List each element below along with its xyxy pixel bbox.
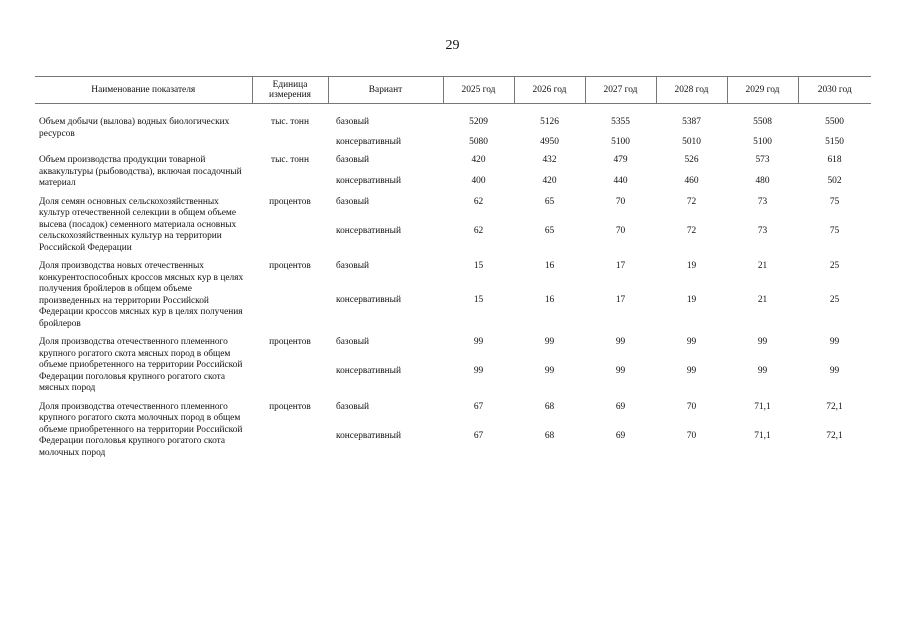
value-cell: 71,1 <box>754 430 771 441</box>
value-cell: 15 <box>473 294 484 305</box>
value-cell: 5126 <box>540 117 559 127</box>
header-year-2029: 2029 год <box>727 77 798 104</box>
header-year-2030: 2030 год <box>798 77 871 104</box>
value-cell: 432 <box>542 155 557 165</box>
value-cell: 99 <box>615 366 626 377</box>
value-cell: 72,1 <box>826 430 843 441</box>
row-spacer <box>35 330 871 337</box>
page-number: 29 <box>445 38 460 53</box>
value-cell: 62 <box>473 225 484 236</box>
value-cell: 17 <box>615 261 626 271</box>
table-row <box>35 261 871 287</box>
table-row <box>35 402 871 423</box>
header-year-2027: 2027 год <box>585 77 656 104</box>
row-spacer <box>35 148 871 155</box>
value-cell: 573 <box>755 155 770 165</box>
value-cell: 19 <box>686 294 697 305</box>
value-cell: 25 <box>829 294 840 305</box>
value-cell: 99 <box>686 366 697 377</box>
value-cell: 5150 <box>825 136 844 147</box>
value-cell: 68 <box>544 401 555 412</box>
value-cell: 70 <box>686 401 697 412</box>
value-cell: 25 <box>829 261 840 271</box>
header-variant: Вариант <box>328 77 443 104</box>
indicator-unit: тыс. тонн <box>271 155 309 165</box>
value-cell: 99 <box>473 366 484 377</box>
variant-label: консервативный <box>336 366 402 377</box>
value-cell: 21 <box>757 294 768 305</box>
value-cell: 502 <box>827 175 842 186</box>
value-cell: 526 <box>684 155 699 165</box>
value-cell: 5500 <box>825 117 844 127</box>
indicator-unit: процентов <box>269 196 311 207</box>
value-cell: 73 <box>757 225 768 236</box>
value-cell: 16 <box>544 261 555 271</box>
variant-label: базовый <box>336 337 370 347</box>
header-unit-line2: измерения <box>269 90 311 100</box>
value-cell: 67 <box>473 401 484 412</box>
header-year-2028: 2028 год <box>656 77 727 104</box>
variant-label: базовый <box>336 261 370 271</box>
indicator-name: Доля производства отечественного племенного крупного рогатого скота мясных пород в общем объеме приобретенного на территории Российской Федерации поголовья крупного рогатого скота мясных пород <box>39 337 243 393</box>
value-cell: 99 <box>829 337 840 347</box>
row-spacer <box>35 395 871 402</box>
value-cell: 5010 <box>682 136 701 147</box>
indicator-unit: процентов <box>269 401 311 412</box>
variant-label: базовый <box>336 117 370 127</box>
indicator-name: Доля производства новых отечественных конкурентоспособных кроссов мясных кур в целях получения бройлеров в общем объеме произведенных на территории Российской Федерации кроссов мясных кур в целях получения бройлеров <box>39 261 244 329</box>
indicator-name: Объем добычи (вылова) водных биологических ресурсов <box>39 117 230 139</box>
value-cell: 440 <box>613 175 628 186</box>
value-cell: 73 <box>757 196 768 207</box>
value-cell: 69 <box>615 430 626 441</box>
value-cell: 70 <box>615 196 626 207</box>
value-cell: 75 <box>829 225 840 236</box>
table-row <box>35 155 871 168</box>
value-cell: 72 <box>686 196 697 207</box>
header-year-2025: 2025 год <box>443 77 514 104</box>
indicator-name: Доля производства отечественного племенного крупного рогатого скота молочных пород в общем объеме приобретенного на территории Российской Федерации поголовья крупного рогатого скота молочных пород <box>39 401 243 458</box>
table-row <box>35 337 871 358</box>
value-cell: 75 <box>829 196 840 207</box>
variant-label: консервативный <box>336 175 402 186</box>
row-spacer <box>35 254 871 261</box>
value-cell: 5100 <box>611 136 630 147</box>
value-cell: 99 <box>757 337 768 347</box>
value-cell: 65 <box>544 225 555 236</box>
value-cell: 618 <box>827 155 842 165</box>
value-cell: 70 <box>615 225 626 236</box>
value-cell: 5508 <box>753 117 772 127</box>
value-cell: 420 <box>542 175 557 186</box>
value-cell: 5080 <box>469 136 488 147</box>
value-cell: 70 <box>686 430 697 441</box>
value-cell: 5209 <box>469 117 488 127</box>
value-cell: 68 <box>544 430 555 441</box>
row-spacer <box>35 190 871 197</box>
value-cell: 65 <box>544 196 555 207</box>
value-cell: 420 <box>471 155 486 165</box>
value-cell: 400 <box>471 175 486 186</box>
value-cell: 99 <box>757 366 768 377</box>
value-cell: 99 <box>473 337 484 347</box>
value-cell: 69 <box>615 401 626 412</box>
value-cell: 5355 <box>611 117 630 127</box>
value-cell: 4950 <box>540 136 559 147</box>
header-spacer <box>35 104 871 118</box>
header-name: Наименование показателя <box>35 77 252 104</box>
value-cell: 5100 <box>753 136 772 147</box>
value-cell: 99 <box>686 337 697 347</box>
indicator-name: Доля семян основных сельскохозяйственных культур отечественной селекции в общем объеме высева (посадок) семенного материала основных сельскохозяйственных культур на территории Российской Федерации <box>39 196 237 253</box>
value-cell: 99 <box>544 366 555 377</box>
value-cell: 5387 <box>682 117 701 127</box>
table-body <box>35 104 871 460</box>
value-cell: 17 <box>615 294 626 305</box>
indicator-unit: процентов <box>269 337 311 347</box>
value-cell: 62 <box>473 196 484 207</box>
value-cell: 72,1 <box>826 401 843 412</box>
header-unit <box>252 77 328 104</box>
table-header-row <box>35 77 871 104</box>
indicator-unit: тыс. тонн <box>271 117 309 127</box>
variant-label: консервативный <box>336 430 402 441</box>
variant-label: базовый <box>336 196 370 207</box>
value-cell: 67 <box>473 430 484 441</box>
variant-label: консервативный <box>336 294 402 305</box>
variant-label: базовый <box>336 401 370 412</box>
indicators-table <box>35 76 871 459</box>
value-cell: 21 <box>757 261 768 271</box>
header-unit-line1: Единица <box>272 80 308 90</box>
value-cell: 460 <box>684 175 699 186</box>
value-cell: 72 <box>686 225 697 236</box>
value-cell: 99 <box>829 366 840 377</box>
variant-label: базовый <box>336 155 370 165</box>
value-cell: 480 <box>755 175 770 186</box>
value-cell: 71,1 <box>754 401 771 412</box>
variant-label: консервативный <box>336 136 402 147</box>
variant-label: консервативный <box>336 225 402 236</box>
value-cell: 99 <box>544 337 555 347</box>
header-year-2026: 2026 год <box>514 77 585 104</box>
value-cell: 479 <box>613 155 628 165</box>
value-cell: 15 <box>473 261 484 271</box>
value-cell: 16 <box>544 294 555 305</box>
value-cell: 99 <box>615 337 626 347</box>
value-cell: 19 <box>686 261 697 271</box>
indicator-unit: процентов <box>269 261 311 271</box>
indicator-name: Объем производства продукции товарной аквакультуры (рыбоводства), включая посадочный материал <box>39 155 242 188</box>
table-row <box>35 197 871 218</box>
table-row <box>35 117 871 129</box>
